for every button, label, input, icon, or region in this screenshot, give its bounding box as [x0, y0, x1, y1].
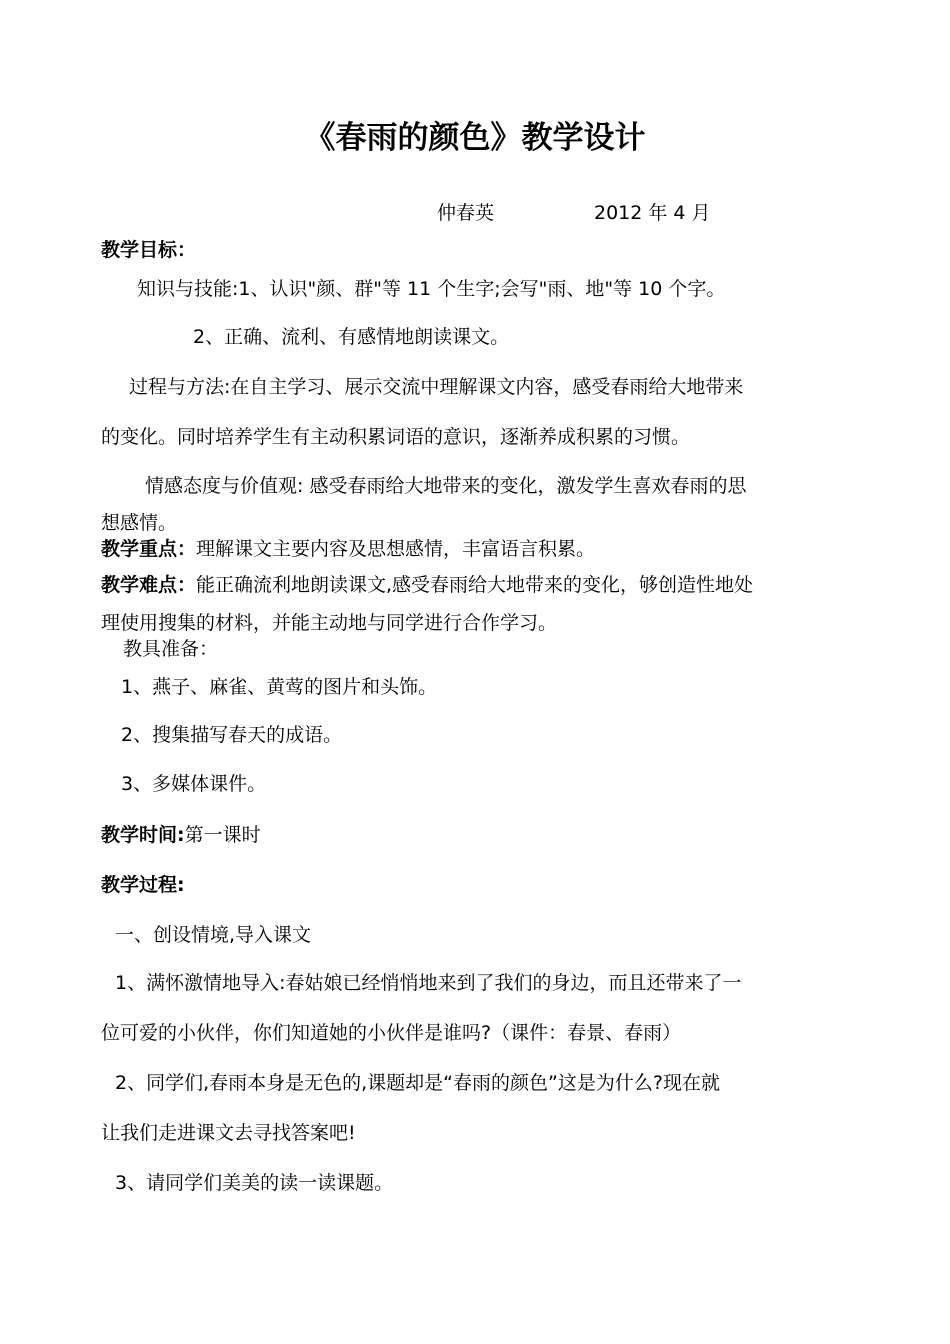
goal-knowledge-line-2: 2、正确、流利、有感情地朗读课文。: [193, 326, 510, 348]
teaching-time: [101, 822, 261, 848]
goals-heading: 教学目标：: [101, 239, 197, 261]
goal-emotion-line-2: 想感情。: [101, 512, 178, 534]
process-step-2-line-1: 2、同学们,春雨本身是无色的,课题却是“春雨的颜色”这是为什么?现在就: [115, 1072, 720, 1094]
document-date: 2012 年 4 月: [594, 202, 711, 224]
document-title: 《春雨的颜色》教学设计: [304, 120, 646, 156]
goal-knowledge-line-1: 知识与技能:1、认识"颜、群"等 11 个生字;会写"雨、地"等 10 个字。: [137, 278, 726, 300]
difficulty-line-2: 理使用搜集的材料，并能主动地与同学进行合作学习。: [101, 612, 558, 634]
process-heading: 教学过程:: [101, 874, 185, 896]
process-section-1: 一、创设情境,导入课文: [115, 924, 312, 946]
goal-process-line-2: 的变化。同时培养学生有主动积累词语的意识，逐渐养成积累的习惯。: [101, 426, 691, 448]
key-point-label: 教学重点：: [101, 538, 197, 560]
process-step-2-line-2: 让我们走进课文去寻找答案吧!: [101, 1122, 356, 1144]
process-step-1-line-1: 1、满怀激情地导入:春姑娘已经悄悄地来到了我们的身边，而且还带来了一: [115, 972, 742, 994]
goal-process-line-1: 过程与方法:在自主学习、展示交流中理解课文内容，感受春雨给大地带来: [129, 376, 744, 398]
difficulty-text-1: 能正确流利地朗读课文,感受春雨给大地带来的变化，够创造性地处: [196, 574, 754, 596]
tools-item-1: 1、燕子、麻雀、黄莺的图片和头饰。: [121, 676, 438, 698]
key-point-text: 理解课文主要内容及思想感情，丰富语言积累。: [196, 538, 596, 560]
teaching-time-text: 第一课时: [184, 824, 261, 846]
teaching-time-label: 教学时间:: [101, 824, 185, 846]
process-step-1-line-2: 位可爱的小伙伴，你们知道她的小伙伴是谁吗?（课件：春景、春雨）: [101, 1022, 682, 1044]
tools-item-2: 2、搜集描写春天的成语。: [121, 724, 343, 746]
tools-heading: 教具准备：: [123, 638, 219, 660]
difficulty-label: 教学难点：: [101, 574, 197, 596]
author-name: 仲春英: [437, 202, 495, 224]
tools-item-3: 3、多媒体课件。: [121, 773, 267, 795]
key-point: [101, 536, 595, 562]
goal-emotion-line-1: 情感态度与价值观: 感受春雨给大地带来的变化，激发学生喜欢春雨的思: [145, 475, 747, 497]
difficulty-line-1: [101, 572, 753, 598]
process-step-3: 3、请同学们美美的读一读课题。: [115, 1172, 394, 1194]
